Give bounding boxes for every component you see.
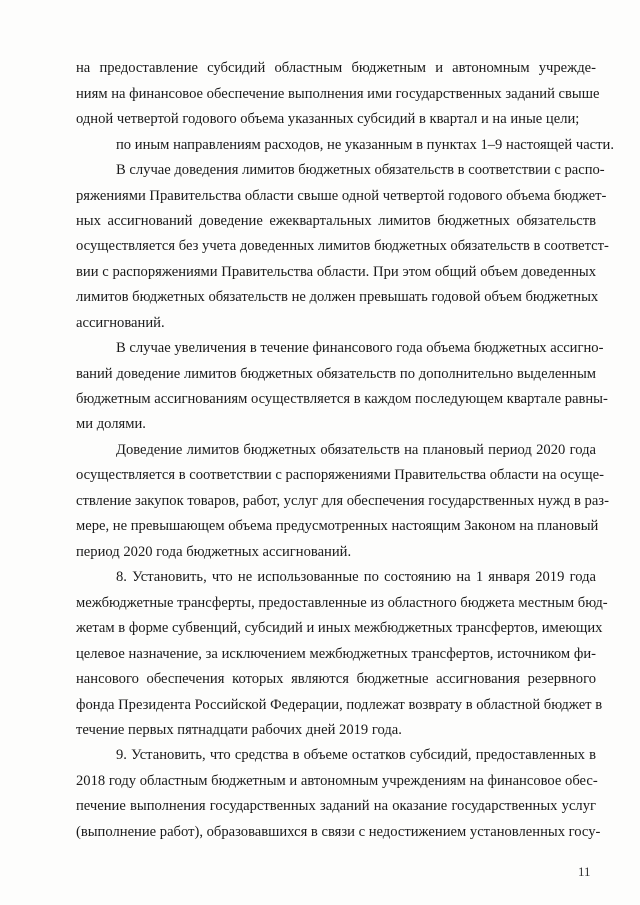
text-line: одной четвертой годового объема указанных субсидий в квартал и на иные цели;	[76, 111, 580, 127]
text-line: лимитов бюджетных обязательств не должен превышать годовой объем бюджетных	[76, 289, 599, 305]
text-line: ниям на финансовое обеспечение выполнения ими государственных заданий свыше	[76, 86, 600, 102]
text-line: 2018 году областным бюджетным и автономным учреждениям на финансовое обес-	[76, 773, 598, 789]
text-line: ваний доведение лимитов бюджетных обязательств по дополнительно выделенным	[76, 366, 596, 382]
text-line: фонда Президента Российской Федерации, подлежат возврату в областной бюджет в	[76, 697, 603, 713]
text-line: бюджетным ассигнованиям осуществляется в каждом последующем квартале равны-	[76, 391, 608, 407]
text-line: 9. Установить, что средства в объеме остатков субсидий, предоставленных в	[116, 747, 596, 763]
text-line: течение первых пятнадцати рабочих дней 2019 года.	[76, 722, 402, 738]
text-line: ствление закупок товаров, работ, услуг для обеспечения государственных нужд в раз-	[76, 493, 609, 509]
text-line: на предоставление субсидий областным бюджетным и автономным учрежде-	[76, 60, 596, 76]
text-line: (выполнение работ), образовавшихся в связи с недостижением установленных госу-	[76, 824, 601, 840]
text-line: печение выполнения государственных заданий на оказание государственных услуг	[76, 798, 596, 814]
text-line: В случае увеличения в течение финансового года объема бюджетных ассигно-	[116, 340, 604, 356]
page-number: 11	[578, 864, 591, 879]
text-line: нансового обеспечения которых являются бюджетные ассигнования резервного	[76, 671, 596, 687]
text-line: период 2020 года бюджетных ассигнований.	[76, 544, 352, 560]
text-line: целевое назначение, за исключением межбюджетных трансфертов, источником фи-	[76, 646, 596, 662]
text-line: по иным направлениям расходов, не указанным в пунктах 1–9 настоящей части.	[116, 137, 614, 153]
text-line: В случае доведения лимитов бюджетных обязательств в соответствии с распо-	[116, 162, 605, 178]
text-line: вии с распоряжениями Правительства области. При этом общий объем доведенных	[76, 264, 596, 280]
text-line: осуществляется без учета доведенных лимитов бюджетных обязательств в соответст-	[76, 238, 609, 254]
text-line: мере, не превышающем объема предусмотренных настоящим Законом на плановый	[76, 518, 599, 534]
text-line: осуществляется в соответствии с распоряжениями Правительства области на осуще-	[76, 467, 604, 483]
text-line: ных ассигнований доведение ежеквартальных лимитов бюджетных обязательств	[76, 213, 596, 229]
text-line: 8. Установить, что не использованные по состоянию на 1 января 2019 года	[116, 569, 596, 585]
text-line: ряжениями Правительства области свыше одной четвертой годового объема бюджет-	[76, 188, 607, 204]
text-line: ми долями.	[76, 416, 146, 432]
text-line: Доведение лимитов бюджетных обязательств на плановый период 2020 года	[116, 442, 596, 458]
text-line: жетам в форме субвенций, субсидий и иных межбюджетных трансфертов, имеющих	[76, 620, 603, 636]
text-line: межбюджетные трансферты, предоставленные из областного бюджета местным бюд-	[76, 595, 608, 611]
text-line: ассигнований.	[76, 315, 165, 331]
